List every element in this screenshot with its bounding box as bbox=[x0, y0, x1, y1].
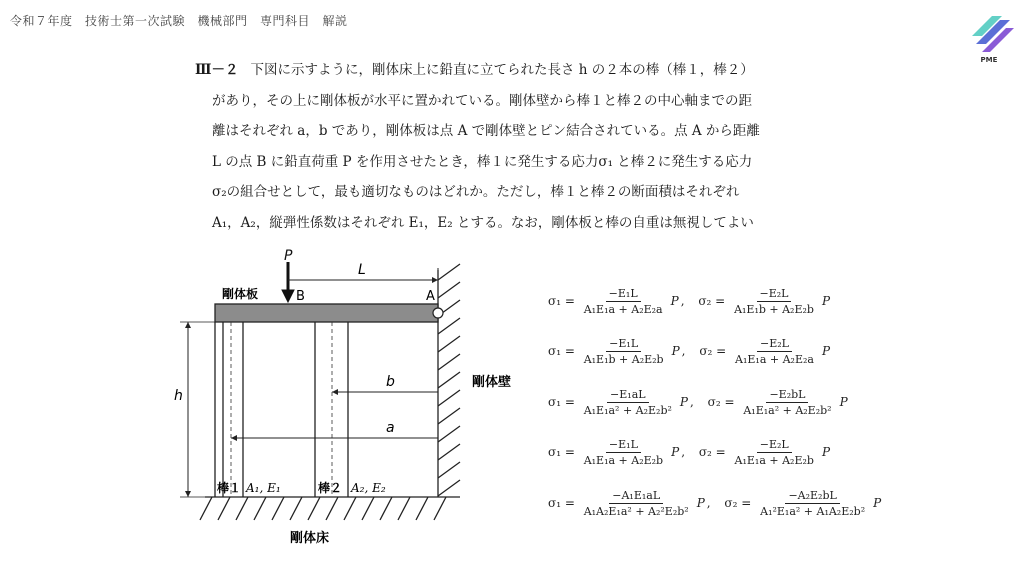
problem-text-1: 下図に示すように，剛体床上に鉛直に立てられた長さ h の２本の棒（棒１，棒２） bbox=[250, 62, 754, 78]
floor-hatching bbox=[200, 497, 460, 520]
wall-label: 剛体壁 bbox=[472, 375, 512, 390]
structure-diagram bbox=[160, 240, 540, 555]
rod2-label: 棒２ bbox=[318, 481, 343, 495]
point-b-label: B bbox=[296, 289, 305, 304]
page-header: 令和７年度 技術士第一次試験 機械部門 専門科目 解説 bbox=[10, 14, 348, 28]
pin-a bbox=[433, 308, 443, 318]
wall-hatching bbox=[438, 264, 460, 497]
option-4[interactable]: σ₁ = $\frac{\text{−E₁L}}{\text{A₁E₁a + A₂E₂b}}$ P , σ₂ = $\frac{\text{−E₂L}}{\text{A₁E₁a + A₂E₂b}}$ P bbox=[548, 438, 831, 468]
pme-logo bbox=[962, 12, 1016, 70]
problem-line-2: があり，その上に剛体板が水平に置かれている。剛体壁から棒１と棒２の中心軸までの距 bbox=[212, 92, 752, 109]
logo-text: PME bbox=[980, 56, 998, 64]
answer-options bbox=[548, 276, 881, 529]
problem-statement bbox=[195, 55, 845, 238]
problem-line-6: A₁，A₂，縦弾性係数はそれぞれ E₁，E₂ とする。なお，剛体板と棒の自重は無視してよい bbox=[212, 214, 754, 231]
problem-line-4: L の点 B に鉛直荷重 P を作用させたとき，棒１に発生する応力σ₁ と棒２に発生する応力 bbox=[212, 153, 753, 170]
load-label: P bbox=[284, 248, 293, 264]
load-arrow bbox=[282, 262, 294, 302]
dim-b-label: b bbox=[386, 374, 395, 390]
problem-line-3: 離はそれぞれ a，b であり，剛体板は点 A で剛体壁とピン結合されている。点 A から距離 bbox=[212, 123, 760, 139]
rod1-label: 棒１ bbox=[217, 481, 242, 495]
logo-stripes-icon bbox=[962, 12, 1016, 56]
floor-label: 剛体床 bbox=[290, 531, 330, 546]
dim-h-label: h bbox=[174, 388, 183, 404]
problem-line-1 bbox=[195, 55, 845, 86]
rigid-plate bbox=[215, 304, 438, 322]
point-a-label: A bbox=[426, 289, 435, 304]
option-3[interactable]: σ₁ = $\frac{\text{−E₁aL}}{\text{A₁E₁a² + A₂E₂b²}}$ P , σ₂ = $\frac{\text{−E₂bL}}{\text{A₁E₁a² + A₂E₂b²}}$ P bbox=[548, 387, 848, 417]
rod2-props: A₂, E₂ bbox=[351, 481, 386, 495]
problem-number: Ⅲ－２ bbox=[195, 62, 239, 78]
option-2[interactable]: σ₁ = $\frac{\text{−E₁L}}{\text{A₁E₁b + A₂E₂b}}$ P , σ₂ = $\frac{\text{−E₂L}}{\text{A₁E₁a + A₂E₂a}}$ P bbox=[548, 337, 831, 367]
rod-2 bbox=[315, 322, 348, 497]
rod-1 bbox=[223, 322, 243, 497]
option-1[interactable]: σ₁ = $\frac{\text{−E₁L}}{\text{A₁E₁a + A₂E₂a}}$ P , σ₂ = $\frac{\text{−E₂L}}{\text{A₁E₁b + A₂E₂b}}$ P bbox=[548, 286, 831, 316]
problem-line-5: σ₂の組合せとして，最も適切なものはどれか。ただし，棒１と棒２の断面積はそれぞれ bbox=[212, 184, 740, 200]
plate-label: 剛体板 bbox=[222, 287, 259, 301]
rod1-props: A₁, E₁ bbox=[246, 481, 281, 495]
dim-l-label: L bbox=[358, 262, 366, 278]
option-5[interactable]: σ₁ = $\frac{\text{−A₁E₁aL}}{\text{A₁A₂E₁a² + A₂²E₂b²}}$ P , σ₂ = $\frac{\text{−A₂E₂bL}}{\text{A₁²E₁a² + A₁A₂E₂b²}}$ P bbox=[548, 488, 882, 518]
dim-a-label: a bbox=[386, 420, 395, 436]
